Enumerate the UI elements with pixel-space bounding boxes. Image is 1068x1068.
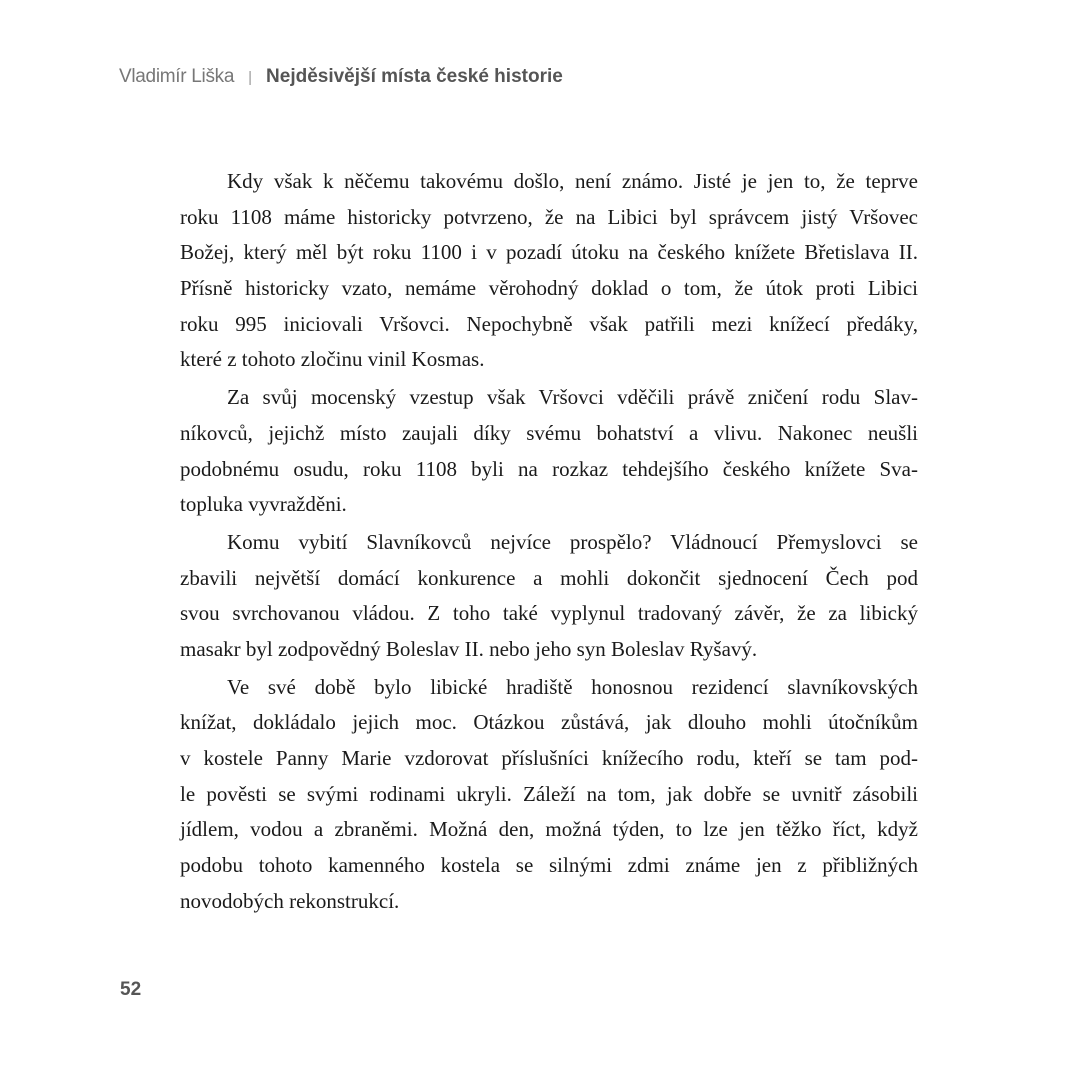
text-line: Přísně historicky vzato, nemáme věrohodný doklad o tom, že útok proti Libici <box>180 276 918 301</box>
text-line: Ve své době bylo libické hradiště honosnou rezidencí slavníkovských <box>227 674 918 699</box>
text-line: jídlem, vodou a zbraněmi. Možná den, možná týden, to lze jen těžko říct, když <box>180 817 918 842</box>
header-separator: | <box>248 69 253 86</box>
text-line: podobnému osudu, roku 1108 byli na rozkaz tehdejšího českého knížete Sva- <box>180 456 918 481</box>
paragraph <box>180 672 918 922</box>
text-line: Kdy však k něčemu takovému došlo, není známo. Jisté je jen to, že teprve <box>227 169 918 193</box>
page-number: 52 <box>120 979 142 1000</box>
text-line: svou svrchovanou vládou. Z toho také vyplynul tradovaný závěr, že za libický <box>180 601 918 626</box>
text-line: novodobých rekonstrukcí. <box>180 888 400 913</box>
text-line: roku 1108 máme historicky potvrzeno, že na Libici byl správcem jistý Vršovec <box>180 204 918 229</box>
text-line: Komu vybití Slavníkovců nejvíce prospělo? Vládnoucí Přemyslovci se <box>227 529 918 554</box>
running-header <box>119 66 563 88</box>
text-line: Božej, který měl být roku 1100 i v pozadí útoku na českého knížete Břetislava II. <box>180 240 918 265</box>
paragraph <box>180 166 918 380</box>
text-line: které z tohoto zločinu vinil Kosmas. <box>180 347 485 372</box>
body-text <box>180 166 918 921</box>
paragraph <box>180 382 918 525</box>
header-author: Vladimír Liška <box>119 66 235 87</box>
text-line: zbavili největší domácí konkurence a mohli dokončit sjednocení Čech pod <box>180 565 918 590</box>
text-line: v kostele Panny Marie vzdorovat příslušníci knížecího rodu, kteří se tam pod- <box>180 746 918 770</box>
text-line: podobu tohoto kamenného kostela se silnými zdmi známe jen z přibližných <box>180 853 918 878</box>
text-line: roku 995 iniciovali Vršovci. Nepochybně však patřili mezi knížecí předáky, <box>180 311 918 336</box>
text-line: masakr byl zodpovědný Boleslav II. nebo jeho syn Boleslav Ryšavý. <box>180 636 758 661</box>
text-line: le pověsti se svými rodinami ukryli. Záleží na tom, jak dobře se uvnitř zásobili <box>180 781 918 806</box>
text-line: Za svůj mocenský vzestup však Vršovci vděčili právě zničení rodu Slav- <box>227 385 918 410</box>
text-line: topluka vyvražděni. <box>180 492 347 517</box>
text-line: knížat, dokládalo jejich moc. Otázkou zůstává, jak dlouho mohli útočníkům <box>180 710 918 735</box>
header-book-title: Nejděsivější místa české historie <box>266 66 563 87</box>
paragraph <box>180 527 918 670</box>
text-line: níkovců, jejichž místo zaujali díky svému bohatství a vlivu. Nakonec neušli <box>180 420 918 445</box>
